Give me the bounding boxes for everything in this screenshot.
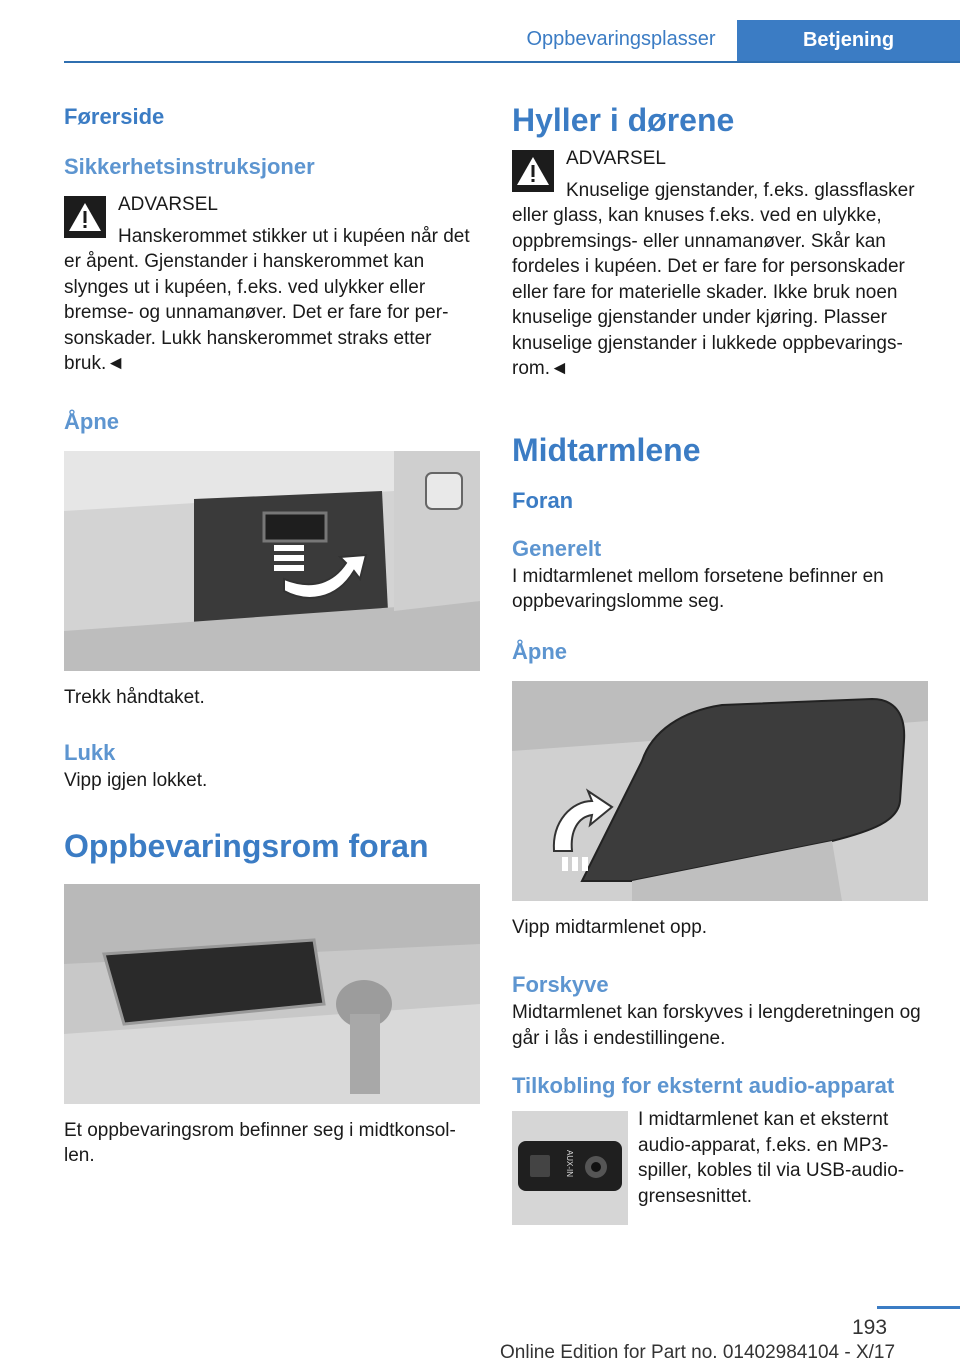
audio-section (512, 1107, 928, 1225)
open-caption: Trekk håndtaket. (64, 686, 205, 708)
heading-open-armrest: Åpne (512, 638, 567, 664)
doors-warning-text: Knuselige gjenstander, f.eks. glassflasker eller glass, kan knuses f.eks. ved en ulykke, oppbremsings- eller unnamanøver. Skår kan fordeles i kupéen. Det er fare for personskader eller fare for materielle skader. Ikke bruk noen knuselige gjenstander under kjøring. Plasser knuselige gjenstander i lukkede oppbevaringsrom.◄ (512, 179, 915, 379)
heading-audio: Tilkobling for eksternt audio-apparat (512, 1073, 895, 1098)
heading-open: Åpne (64, 408, 119, 434)
page-number: 193 (852, 1316, 888, 1339)
usb-aux-port-image (512, 1111, 628, 1225)
heading-shift: Forskyve (512, 972, 609, 997)
doors-warning-block (512, 146, 928, 382)
aux-in-label: AUX-IN (565, 1149, 575, 1178)
heading-general: Generelt (512, 535, 602, 561)
shift-text: Midtarmlenet kan forskyves i lengderetningen og går i lås i endestillingene. (512, 1002, 921, 1049)
warning-text: Hanskerommet stikker ut i kupéen når det er åpent. Gjenstander i hanskerommet kan slynges ut i kupéen, f.eks. ved ulykker eller bremse- og unnamanøver. Det er fare for personskader. Lukk hanskerommet straks etter bruk.◄ (64, 225, 470, 374)
heading-doors: Hyller i dørene (512, 102, 735, 138)
audio-text: I midtarmlenet kan et eksternt audio-apparat, f.eks. en MP3-spiller, kobles til via USB-audio-grensesnittet. (638, 1109, 905, 1207)
warning-icon (64, 196, 106, 238)
general-text: I midtarmlenet mellom forsetene befinner en oppbevaringslomme seg. (512, 565, 884, 612)
heading-safety: Sikkerhetsinstruksjoner (64, 154, 315, 179)
warning-icon (512, 150, 554, 192)
close-text: Vipp igjen lokket. (64, 770, 208, 791)
left-column (64, 100, 480, 1169)
heading-front: Foran (512, 487, 574, 513)
header-rule (64, 61, 960, 63)
doors-warning-label: ADVARSEL (566, 148, 666, 169)
header-section-label: Oppbevaringsplasser (526, 28, 716, 50)
center-console-image (64, 884, 480, 1104)
edition-note: Online Edition for Part no. 01402984104 - X/17 (500, 1342, 896, 1363)
header-chapter-tab: Betjening (737, 20, 960, 61)
heading-armrest: Midtarmlene (512, 431, 701, 468)
armrest-image (512, 681, 928, 901)
heading-close: Lukk (64, 740, 116, 765)
warning-block (64, 192, 480, 377)
glovebox-image (64, 451, 480, 671)
right-column (512, 100, 928, 1225)
heading-forerside: Førerside (64, 104, 165, 129)
heading-storage: Oppbevaringsrom foran (64, 827, 429, 864)
storage-caption: Et oppbevaringsrom befinner seg i midtkonsollen. (64, 1119, 456, 1166)
footer-rule (877, 1306, 960, 1309)
armrest-caption: Vipp midtarmlenet opp. (512, 916, 708, 938)
warning-label: ADVARSEL (118, 194, 218, 215)
